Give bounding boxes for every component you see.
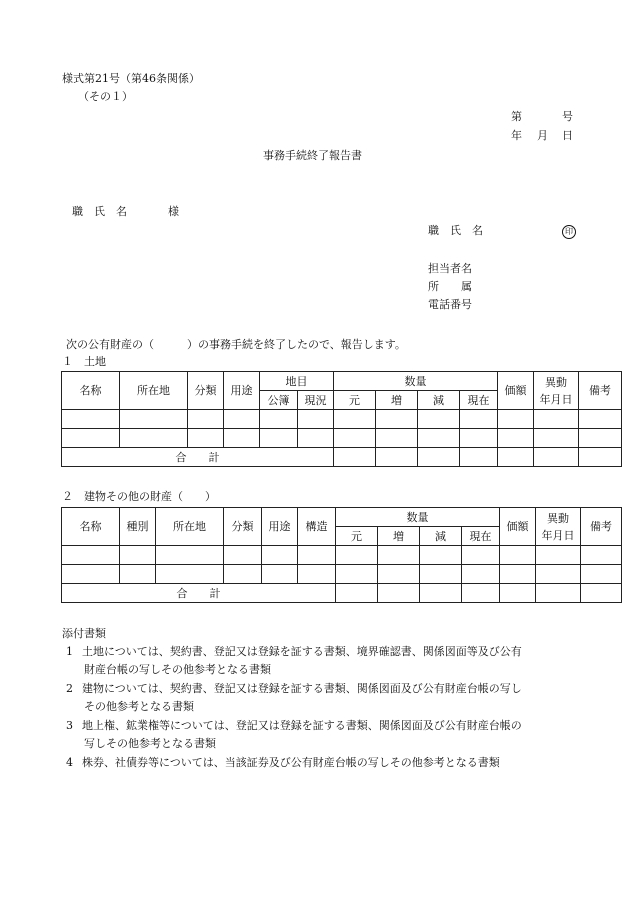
land-total-label: 合 計 — [62, 448, 334, 467]
building-section-heading: ２ 建物その他の財産（ ） — [62, 490, 216, 503]
intro-sentence: 次の公有財産の（ ）の事務手続を終了したので、報告します。 — [66, 338, 406, 351]
attachment-number: 1 — [66, 645, 73, 658]
attachment-item-2 — [66, 680, 576, 716]
table-row — [62, 546, 622, 565]
land-col-quantity: 数量 — [334, 372, 498, 391]
attachment-text-cont: 写しその他参考となる書類 — [84, 737, 216, 750]
building-col-name: 名称 — [62, 508, 120, 546]
land-table — [61, 371, 622, 467]
land-col-qty-original: 元 — [334, 391, 376, 410]
building-col-structure: 構造 — [298, 508, 336, 546]
land-col-change-label: 異動 — [545, 375, 567, 389]
attachment-text-cont: 財産台帳の写しその他参考となる書類 — [84, 663, 271, 676]
land-col-qty-increase: 増 — [376, 391, 418, 410]
land-col-location: 所在地 — [120, 372, 188, 410]
attachments-heading: 添付書類 — [62, 627, 106, 640]
attachment-text: 土地については、契約書、登記又は登録を証する書類、境界確認書、関係図面等及び公有 — [82, 645, 522, 658]
doc-number-suffix: 号 — [562, 110, 573, 123]
building-col-change-date — [536, 508, 581, 546]
land-col-change-ymd: 年月日 — [539, 392, 573, 406]
seal-mark — [562, 224, 576, 239]
doc-number-prefix: 第 — [511, 110, 522, 123]
building-col-quantity: 数量 — [336, 508, 500, 527]
building-col-qty-decrease: 減 — [420, 527, 462, 546]
attachment-text: 地上権、鉱業権等については、登記又は登録を証する書類、関係図面及び公有財産台帳の — [82, 719, 522, 732]
building-total-row — [62, 584, 622, 603]
land-col-change-date — [534, 372, 579, 410]
building-col-change-ymd: 年月日 — [541, 528, 575, 542]
building-col-qty-now: 現在 — [462, 527, 500, 546]
phone-label: 電話番号 — [428, 298, 472, 311]
attachment-text: 建物については、契約書、登記又は登録を証する書類、関係図面及び公有財産台帳の写し — [82, 682, 522, 695]
building-col-remarks: 備考 — [581, 508, 622, 546]
building-col-kind: 種別 — [120, 508, 156, 546]
land-col-qty-decrease: 減 — [418, 391, 460, 410]
land-total-row — [62, 448, 622, 467]
addressee-label: 職 氏 名 — [72, 205, 127, 218]
table-row — [62, 429, 622, 448]
building-total-label: 合 計 — [62, 584, 336, 603]
date-day: 日 — [562, 129, 573, 142]
land-col-qty-now: 現在 — [460, 391, 498, 410]
sender-name-label: 職 氏 名 — [428, 224, 483, 237]
form-number: 様式第21号（第46条関係） — [62, 72, 200, 85]
land-col-name: 名称 — [62, 372, 120, 410]
table-row — [62, 565, 622, 584]
date-month: 月 — [537, 129, 548, 142]
land-col-remarks: 備考 — [579, 372, 622, 410]
person-in-charge-label: 担当者名 — [428, 262, 472, 275]
land-col-class: 分類 — [188, 372, 224, 410]
attachment-item-3 — [66, 717, 576, 753]
land-col-price: 価額 — [498, 372, 534, 410]
land-col-current: 現況 — [298, 391, 334, 410]
attachment-number: 4 — [66, 756, 73, 769]
document-title: 事務手続終了報告書 — [263, 149, 362, 162]
attachment-item-4 — [66, 754, 576, 772]
building-col-change-label: 異動 — [547, 511, 569, 525]
seal-icon: 印 — [562, 225, 576, 239]
date-year: 年 — [511, 129, 522, 142]
table-row — [62, 410, 622, 429]
building-col-use: 用途 — [262, 508, 298, 546]
form-part: （その１） — [78, 90, 133, 103]
building-col-class: 分類 — [224, 508, 262, 546]
land-col-register: 公簿 — [260, 391, 298, 410]
land-col-category: 地目 — [260, 372, 334, 391]
department-label: 所 属 — [428, 280, 472, 293]
building-col-qty-original: 元 — [336, 527, 378, 546]
addressee-honorific: 様 — [168, 205, 179, 218]
building-table — [61, 507, 622, 603]
attachment-text: 株券、社債券等については、当該証券及び公有財産台帳の写しその他参考となる書類 — [82, 756, 500, 769]
land-col-use: 用途 — [224, 372, 260, 410]
attachment-number: 2 — [66, 682, 73, 695]
land-section-heading: １ 土地 — [62, 355, 106, 368]
attachment-number: 3 — [66, 719, 73, 732]
attachment-item-1 — [66, 643, 576, 679]
building-col-price: 価額 — [500, 508, 536, 546]
building-col-qty-increase: 増 — [378, 527, 420, 546]
attachment-text-cont: その他参考となる書類 — [84, 700, 194, 713]
building-col-location: 所在地 — [156, 508, 224, 546]
